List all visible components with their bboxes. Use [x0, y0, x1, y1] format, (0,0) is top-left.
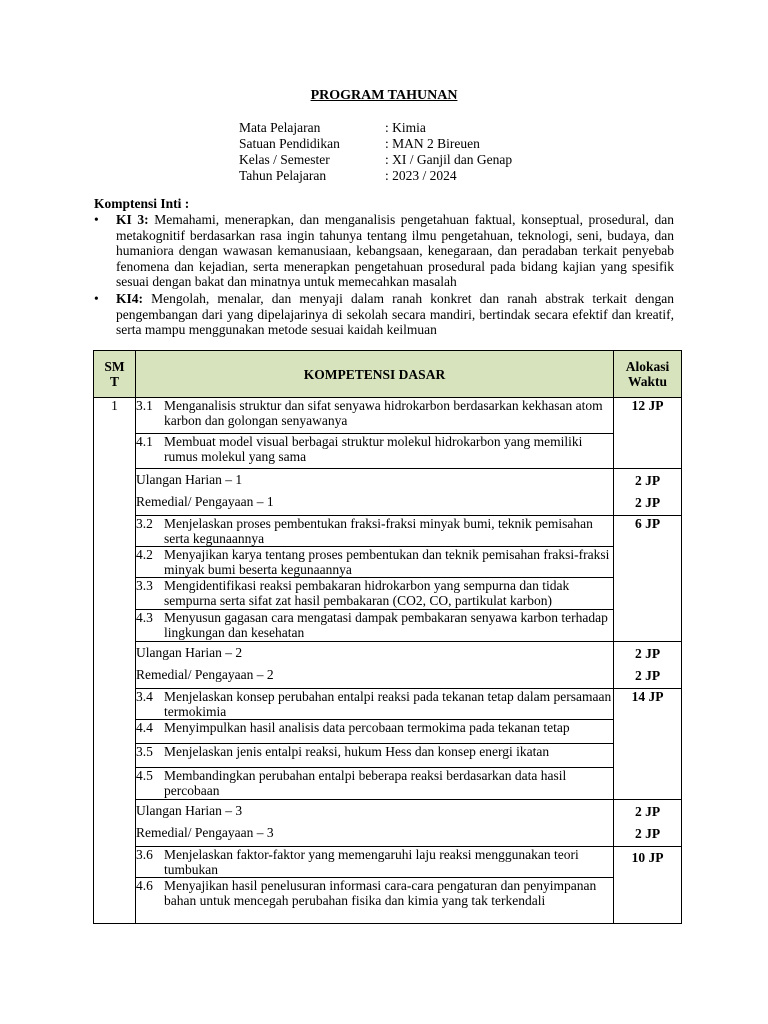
info-value: : Kimia	[385, 120, 426, 135]
ki-label: KI 3:	[116, 212, 149, 227]
kd-cell	[136, 434, 614, 469]
kd-cell	[136, 547, 614, 578]
table-row	[94, 434, 682, 469]
kd-code: 4.6	[136, 878, 153, 893]
table-row	[94, 398, 682, 434]
kd-text: Menganalisis struktur dan sifat senyawa hidrokarbon berdasarkan kekhasan atom karbon dan golongan senyawanya	[164, 398, 603, 428]
kd-code: 3.6	[136, 847, 153, 862]
ki-text: Mengolah, menalar, dan menyaji dalam ranah konkret dan ranah abstrak terkait dengan pengembangan dari yang dipelajarinya di sekolah secara mandiri, bertindak secara efektif dan kreatif, serta mampu menggunakan metode sesuai kaidah keilmuan	[116, 290, 674, 338]
alokasi-cell: 6 JP	[614, 516, 682, 642]
kd-code: 4.2	[136, 547, 153, 562]
ulangan-cell	[136, 469, 614, 516]
kd-code: 3.4	[136, 689, 153, 704]
kd-cell	[136, 878, 614, 924]
table-row	[94, 469, 682, 516]
list-item	[94, 212, 674, 290]
table-row	[94, 689, 682, 720]
kd-text: Membuat model visual berbagai struktur molekul hidrokarbon yang memiliki rumus molekul yang sama	[164, 434, 583, 464]
kd-code: 4.5	[136, 768, 153, 783]
kd-code: 3.5	[136, 744, 153, 759]
info-value: : MAN 2 Bireuen	[385, 136, 480, 151]
table-row	[94, 642, 682, 689]
kd-text: Menyajikan karya tentang proses pembentukan dan teknik pemisahan fraksi-fraksi minyak bumi beserta kegunaannya	[164, 547, 610, 577]
bullet-icon: •	[94, 290, 99, 306]
list-item	[94, 291, 674, 338]
table-row	[94, 547, 682, 578]
remedial-text: Remedial/ Pengayaan – 3	[136, 825, 274, 840]
kd-cell	[136, 398, 614, 434]
kd-cell	[136, 847, 614, 878]
info-key: Tahun Pelajaran	[239, 168, 327, 183]
info-block	[239, 120, 512, 184]
ulangan-text: Ulangan Harian – 3	[136, 803, 243, 818]
alokasi-cell: 2 JP 2 JP	[614, 469, 682, 516]
table-row	[94, 744, 682, 768]
table-row	[94, 610, 682, 642]
ulangan-text: Ulangan Harian – 2	[136, 645, 243, 660]
remedial-text: Remedial/ Pengayaan – 2	[136, 667, 274, 682]
table-row	[94, 578, 682, 610]
ulangan-text: Ulangan Harian – 1	[136, 472, 243, 487]
alokasi-cell: 14 JP	[614, 689, 682, 800]
info-row-class	[239, 152, 512, 168]
table-row	[94, 720, 682, 744]
semester-cell: 1	[94, 398, 136, 924]
info-value: : XI / Ganjil dan Genap	[385, 152, 513, 167]
header-smt: SM T	[94, 351, 136, 398]
kompetensi-dasar-table	[93, 350, 682, 924]
alokasi-cell: 2 JP 2 JP	[614, 800, 682, 847]
info-row-subject	[239, 120, 512, 136]
header-kompetensi-dasar: KOMPETENSI DASAR	[136, 351, 614, 398]
table-row	[94, 847, 682, 878]
info-row-year	[239, 168, 512, 184]
kd-text: Menyajikan hasil penelusuran informasi cara-cara pengaturan dan penyimpanan bahan untuk mencegah perubahan fisika dan kimia yang tak terkendali	[164, 878, 597, 908]
kd-text: Menyusun gagasan cara mengatasi dampak pembakaran senyawa karbon terhadap lingkungan dan kesehatan	[164, 610, 608, 640]
ki-text: Memahami, menerapkan, dan menganalisis pengetahuan faktual, konseptual, prosedural, dan metakognitif berdasarkan rasa ingin tahunya tentang ilmu pengetahuan, teknologi, seni, budaya, dan humaniora dengan wawasan kemanusiaan, kebangsaan, kenegaraan, dan peradaban terkait penyebab fenomena dan kejadian, serta menerapkan pengetahuan prosedural pada bidang kajian yang spesifik sesuai dengan bakat dan minatnya untuk memecahkan masalah	[116, 212, 675, 290]
info-key: Kelas / Semester	[239, 152, 330, 167]
table-row	[94, 800, 682, 847]
info-value: : 2023 / 2024	[385, 168, 457, 183]
kd-code: 4.3	[136, 610, 153, 625]
table-row	[94, 768, 682, 800]
kompetensi-inti-heading: Komptensi Inti :	[94, 196, 190, 211]
ki-label: KI4:	[116, 290, 143, 306]
kd-cell	[136, 720, 614, 744]
table-header-row	[94, 351, 682, 398]
alokasi-cell: 2 JP 2 JP	[614, 642, 682, 689]
kd-cell	[136, 744, 614, 768]
info-row-school	[239, 136, 512, 152]
kd-text: Membandingkan perubahan entalpi beberapa reaksi berdasarkan data hasil percobaan	[164, 768, 567, 798]
kd-code: 4.4	[136, 720, 153, 735]
remedial-text: Remedial/ Pengayaan – 1	[136, 494, 274, 509]
ulangan-cell	[136, 642, 614, 689]
table-row	[94, 878, 682, 924]
kd-text: Mengidentifikasi reaksi pembakaran hidrokarbon yang sempurna dan tidak sempurna serta sifat zat hasil pembakaran (CO2, CO, partikulat karbon)	[164, 578, 570, 608]
bullet-icon: •	[94, 212, 99, 227]
kd-text: Menjelaskan jenis entalpi reaksi, hukum Hess dan konsep energi ikatan	[164, 744, 550, 759]
kd-cell	[136, 610, 614, 642]
kd-text: Menyimpulkan hasil analisis data percobaan termokima pada tekanan tetap	[164, 720, 570, 735]
table-row	[94, 516, 682, 547]
header-alokasi-waktu: Alokasi Waktu	[614, 351, 682, 398]
alokasi-cell: 10 JP	[614, 847, 682, 924]
alokasi-cell: 12 JP	[614, 398, 682, 469]
kd-cell	[136, 578, 614, 610]
kompetensi-inti-list	[94, 212, 674, 339]
kd-cell	[136, 768, 614, 800]
kd-text: Menjelaskan proses pembentukan fraksi-fraksi minyak bumi, teknik pemisahan serta kegunaannya	[164, 516, 593, 546]
kd-text: Menjelaskan konsep perubahan entalpi reaksi pada tekanan tetap dalam persamaan termokimia	[164, 689, 612, 719]
document-title: PROGRAM TAHUNAN	[310, 88, 458, 103]
kd-code: 4.1	[136, 434, 153, 449]
ulangan-cell	[136, 800, 614, 847]
kd-cell	[136, 689, 614, 720]
info-key: Satuan Pendidikan	[239, 136, 340, 151]
kd-code: 3.2	[136, 516, 153, 531]
kd-text: Menjelaskan faktor-faktor yang memengaruhi laju reaksi menggunakan teori tumbukan	[164, 847, 579, 877]
kd-cell	[136, 516, 614, 547]
info-key: Mata Pelajaran	[239, 120, 321, 135]
kd-code: 3.1	[136, 398, 153, 413]
kd-code: 3.3	[136, 578, 153, 593]
